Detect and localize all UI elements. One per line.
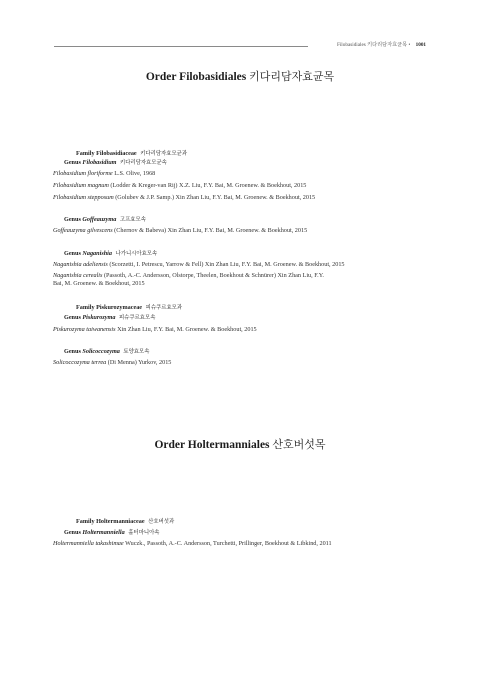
header-text (337, 41, 426, 48)
order-latin-name: Order Holtermanniales (154, 439, 270, 451)
species-entry: Filobasidium magnum (Lodder & Kreger-van Rij) X.Z. Liu, F.Y. Bai, M. Groenew. & Boekhout, 2015 (53, 182, 307, 189)
species-entry: Piskurozyma taiwanensis Xin Zhan Liu, F.Y. Bai, M. Groenew. & Boekhout, 2015 (53, 326, 257, 333)
species-entry: Filobasidium stepposum (Golubev & J.P. Samp.) Xin Zhan Liu, F.Y. Bai, M. Groenew. & Boekhout, 2015 (53, 194, 316, 201)
header-rule (54, 46, 308, 47)
order-title-filobasidiales (0, 68, 480, 84)
genus-piskurozyma: Genus Piskurozyma 피슈쿠르효모속 (64, 314, 156, 321)
genus-naganishia: Genus Naganishia 나가니시아효모속 (64, 250, 158, 257)
family-filobasidiaceae: Family Filobasidiaceae 키다리담자효모균과 (76, 150, 188, 157)
species-entry: Naganishia adeliensis (Scorzetti, I. Petrescu, Yarrow & Fell) Xin Zhan Liu, F.Y. Bai, M. Groenew. & Boekhout, 2015 (53, 261, 345, 268)
order-korean-name: 키다리담자효균목 (249, 70, 335, 83)
order-latin-name: Order Filobasidiales (145, 71, 247, 83)
running-title: Filobasidiales 키다리담자효균목 (336, 42, 408, 48)
species-entry: Solicoccozyma terrea (Di Menna) Yurkov, 2015 (53, 359, 172, 366)
genus-solicoccozyma: Genus Solicoccozyma 토양효모속 (64, 348, 150, 355)
running-header (54, 41, 426, 53)
species-entry: Goffeauzyma gilvescens (Chernov & Babeva) Xin Zhan Liu, F.Y. Bai, M. Groenew. & Boekhout, 2015 (53, 227, 308, 234)
genus-goffeauzyma: Genus Goffeauzyma 고프효모속 (64, 216, 146, 223)
genus-filobasidium: Genus Filobasidium 키다리담자효모균속 (64, 159, 167, 166)
species-entry-wrapped: Naganishia cerealis (Passoth, A.-C. Andersson, Olstorpe, Theelen, Boekhout & Schnürer) Xin Zhan Liu, F.Y. Bai, M. Groenew. & Boekhout, 2015 (53, 272, 324, 288)
species-entry: Filobasidium floriforme L.S. Olive, 1968 (53, 170, 156, 177)
family-holtermanniaceae: Family Holtermanniaceae 산호버섯과 (76, 518, 175, 525)
species-entry: Holtermanniella takashimae Wuczk., Passoth, A.-C. Andersson, Turchetti, Prillinger, Boekhout & Libkind, 2011 (53, 540, 332, 547)
family-piskurozymaceae: Family Piskurozymaceae 피슈쿠르효모과 (76, 304, 183, 311)
page-number: 1001 (415, 42, 426, 48)
order-title-holtermanniales (0, 436, 480, 452)
genus-holtermanniella: Genus Holtermanniella 홀터마니아속 (64, 529, 160, 536)
bullet-separator: • (408, 42, 411, 48)
order-korean-name: 산호버섯목 (272, 438, 326, 451)
